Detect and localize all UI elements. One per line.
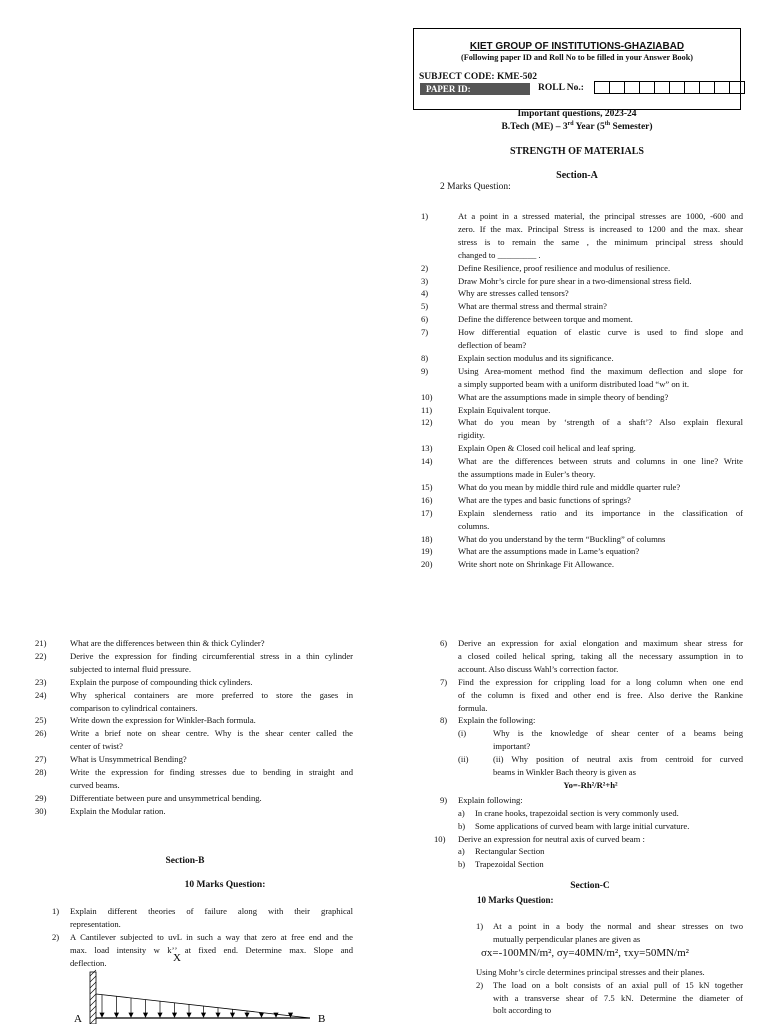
- section-c-heading: Section-C: [570, 881, 610, 891]
- question-number: 14): [421, 456, 433, 467]
- question-number: 26): [35, 728, 47, 739]
- question-text: of the column is fixed and other end is free. Also derive the Rankine: [458, 689, 743, 700]
- load-arrow-head: [231, 1013, 235, 1017]
- section-a-subheading: 2 Marks Question:: [440, 182, 511, 192]
- question-number: 8): [440, 715, 448, 726]
- load-arrow-head: [158, 1013, 162, 1017]
- question-text: a closed coiled helical spring, taking all the necessary assumption in to: [458, 650, 743, 661]
- question-text: deflection.: [70, 957, 107, 968]
- question-number: 12): [421, 417, 433, 428]
- sub-question-text: Some applications of curved beam with large initial curvature.: [475, 820, 690, 831]
- question-text: Explain the Modular ration.: [70, 805, 166, 816]
- load-arrow-head: [115, 1013, 119, 1017]
- question-text: subjected to internal fluid pressure.: [70, 663, 191, 674]
- load-arrow-head: [144, 1013, 148, 1017]
- question-number: 15): [421, 481, 433, 492]
- question-number: 21): [35, 638, 47, 648]
- question-number: 2): [476, 979, 484, 990]
- institution-name: KIET GROUP OF INSTITUTIONS-GHAZIABAD: [469, 41, 685, 52]
- section-c-subheading: 10 Marks Question:: [477, 895, 554, 905]
- question-text: Define the difference between torque and moment.: [458, 314, 633, 325]
- question-number: 1): [421, 211, 429, 221]
- question-text: max. load intensity w kʼʼ at fixed end. Determine max. Slope and: [70, 944, 353, 955]
- question-number: 17): [421, 507, 433, 518]
- question-number: 7): [421, 327, 429, 338]
- question-text: mutually perpendicular planes are given as: [493, 933, 641, 944]
- exam-header-box: [413, 28, 741, 110]
- question-text: What do you mean by middle third rule and middle quarter rule?: [458, 481, 681, 492]
- question-text: changed to _________ .: [458, 249, 541, 260]
- question-number: 27): [35, 754, 47, 765]
- question-text: At a point in a stressed material, the principal stresses are 1000, -600 and: [458, 211, 743, 221]
- sub-question-text: (ii) Why position of neutral axis from centroid for curved: [493, 754, 743, 765]
- load-arrow-head: [100, 1013, 104, 1017]
- load-arrow-head: [202, 1013, 206, 1017]
- question-text: What is Unsymmetrical Bending?: [70, 754, 187, 765]
- question-text: comparison to cylindrical containers.: [70, 702, 198, 713]
- question-text: with a transverse shear of 7.5 kN. Determine the diameter of: [493, 992, 743, 1003]
- header-note: (Following paper ID and Roll No to be filled in your Answer Book): [460, 53, 693, 62]
- question-text: A Cantilever subjected to uvL in such a way that zero at free end and the: [70, 931, 353, 942]
- question-number: 1): [476, 921, 484, 931]
- question-number: 28): [35, 767, 47, 777]
- question-text: a simply supported beam with a uniform distributed load “w” on it.: [458, 378, 690, 389]
- roll-no-label: ROLL No.:: [538, 83, 584, 93]
- figure-label-b: B: [318, 1013, 326, 1024]
- question-text: Why spherical containers are more preferred to store the gases in: [70, 689, 353, 700]
- question-number: 16): [421, 494, 433, 505]
- sub-question-number: b): [458, 859, 466, 870]
- load-arrow-head: [187, 1013, 191, 1017]
- figure-label-x: X: [173, 952, 181, 964]
- question-number: 3): [421, 275, 429, 286]
- title-line2: B.Tech (ME) – 3rd Year (5th Semester): [501, 121, 653, 133]
- sub-question-text: Why is the knowledge of shear center of a beams being: [493, 728, 743, 739]
- question-text: Using Area-moment method find the maximum deflection and slope for: [458, 365, 743, 376]
- stress-formula: σx=-100MN/m², σy=40MN/m², τxy=50MN/m²: [481, 946, 689, 959]
- question-text: What are the differences between struts and columns in one line? Write: [458, 456, 743, 467]
- question-text: Derive an expression for axial elongation and maximum shear stress for: [458, 638, 743, 648]
- sub-question-number: (ii): [458, 754, 469, 765]
- sub-question-text: Trapezoidal Section: [475, 859, 544, 870]
- question-number: 22): [35, 650, 47, 661]
- question-text: Write down the expression for Winkler-Bach formula.: [70, 715, 256, 726]
- question-number: 2): [52, 931, 60, 942]
- question-text: bolt according to: [493, 1005, 552, 1016]
- question-number: 7): [440, 676, 448, 687]
- question-text: representation.: [70, 918, 121, 929]
- question-number: 30): [35, 805, 47, 816]
- question-number: 5): [421, 301, 429, 312]
- question-text: Why are stresses called tensors?: [458, 288, 569, 299]
- question-text: What are the assumptions made in simple theory of bending?: [458, 391, 669, 402]
- question-text: Draw Mohr’s circle for pure shear in a two-dimensional stress field.: [458, 275, 692, 286]
- question-text: How differential equation of elastic curve is used to find slope and: [458, 327, 743, 338]
- section-a-heading: Section-A: [556, 170, 598, 181]
- question-text: What do you understand by the term “Buckling” of columns: [458, 533, 666, 544]
- question-number: 4): [421, 288, 429, 299]
- subject-code: SUBJECT CODE: KME-502: [419, 72, 538, 82]
- question-text: What are the assumptions made in Lame’s equation?: [458, 546, 640, 557]
- neutral-axis-formula: Yo=-Rh²/R²+h²: [563, 779, 618, 790]
- question-text: columns.: [458, 520, 490, 531]
- question-text: Differentiate between pure and unsymmetrical bending.: [70, 792, 262, 803]
- question-number: 9): [440, 794, 448, 805]
- sub-question-number: (i): [458, 728, 467, 739]
- load-arrow-head: [173, 1013, 177, 1017]
- load-arrow-head: [216, 1013, 220, 1017]
- question-text: The load on a bolt consists of an axial pull of 15 kN together: [493, 979, 743, 990]
- question-number: 9): [421, 365, 429, 376]
- question-text: curved beams.: [70, 779, 120, 790]
- title-line1: Important questions, 2023-24: [517, 109, 637, 119]
- load-arrow-head: [129, 1013, 133, 1017]
- question-number: 29): [35, 792, 47, 803]
- question-text: Explain different theories of failure along with their graphical: [70, 906, 353, 916]
- load-arrow-head: [245, 1013, 249, 1017]
- question-number: 23): [35, 676, 47, 687]
- question-text: Explain section modulus and its significance.: [458, 352, 614, 363]
- load-arrow-head: [289, 1013, 293, 1017]
- question-text: Write the expression for finding stresses due to bending in straight and: [70, 767, 353, 777]
- roll-no-boxes: [595, 81, 745, 94]
- question-text: stress is to remain the same , the minimum principal stress should: [458, 236, 743, 247]
- paper-id-label: PAPER ID:: [420, 83, 530, 95]
- question-number: 6): [440, 638, 448, 648]
- question-text: What do you mean by ‘strength of a shaft’? Also explain flexural: [458, 417, 743, 428]
- question-text: Explain Open & Closed coil helical and leaf spring.: [458, 443, 636, 454]
- sub-question-number: a): [458, 846, 465, 857]
- question-text: Explain the following:: [458, 715, 536, 726]
- subject-title: STRENGTH OF MATERIALS: [510, 146, 644, 157]
- question-text: deflection of beam?: [458, 340, 527, 350]
- question-number: 19): [421, 546, 433, 557]
- question-number: 6): [421, 314, 429, 325]
- sub-question-text: important?: [493, 741, 531, 752]
- sub-question-text: Rectangular Section: [475, 846, 545, 857]
- cantilever-figure: [60, 946, 340, 1024]
- sub-question-number: b): [458, 820, 466, 831]
- question-number: 11): [421, 404, 433, 415]
- question-text: account. Also discuss Wahl’s correction factor.: [458, 663, 619, 674]
- sub-question-text: In crane hooks, trapezoidal section is very commonly used.: [475, 807, 679, 818]
- question-text: What are the differences between thin & thick Cylinder?: [70, 638, 265, 648]
- question-text: the assumptions made in Euler’s theory.: [458, 469, 596, 479]
- question-text: Define Resilience, proof resilience and modulus of resilience.: [458, 262, 671, 273]
- section-b-heading: Section-B: [165, 856, 205, 866]
- question-number: 10): [434, 833, 446, 844]
- question-text: Derive the expression for finding circumferential stress in a thin cylinder: [70, 650, 353, 661]
- load-arrow-head: [260, 1013, 264, 1017]
- sub-question-number: a): [458, 807, 465, 818]
- question-number: 18): [421, 533, 433, 544]
- question-text: Find the expression for crippling load for a long column when one end: [458, 676, 743, 687]
- question-text: Write a brief note on shear centre. Why is the shear center called the: [70, 728, 353, 739]
- question-text: Explain following:: [458, 794, 523, 805]
- question-text: formula.: [458, 702, 488, 713]
- question-number: 13): [421, 443, 433, 454]
- section-b-subheading: 10 Marks Question:: [184, 880, 266, 890]
- question-text: Explain Equivalent torque.: [458, 404, 551, 415]
- sub-question-text: beams in Winkler Bach theory is given as: [493, 767, 636, 777]
- question-number: 10): [421, 391, 433, 402]
- question-text: What are thermal stress and thermal strain?: [458, 301, 607, 312]
- load-arrow-head: [274, 1013, 278, 1017]
- question-text: Explain slenderness ratio and its importance in the classification of: [458, 507, 743, 518]
- question-text: Write short note on Shrinkage Fit Allowance.: [458, 559, 614, 570]
- question-text: Derive an expression for neutral axis of curved beam :: [458, 833, 645, 844]
- question-text: Explain the purpose of compounding thick cylinders.: [70, 676, 253, 687]
- question-text: center of twist?: [70, 741, 123, 752]
- figure-label-a: A: [74, 1013, 82, 1024]
- question-text: rigidity.: [458, 430, 485, 441]
- question-number: 1): [52, 906, 60, 916]
- question-number: 25): [35, 715, 47, 726]
- question-text: zero. If the max. Principal Stress is increased to 1200 and the max. shear: [458, 223, 743, 234]
- question-text: What are the types and basic functions of springs?: [458, 494, 631, 505]
- question-number: 20): [421, 559, 433, 570]
- question-text: Using Mohr’s circle determines principal stresses and their planes.: [476, 966, 705, 977]
- question-number: 24): [35, 689, 47, 700]
- question-number: 8): [421, 352, 429, 363]
- question-text: At a point in a body the normal and shear stresses on two: [493, 921, 743, 931]
- question-number: 2): [421, 262, 429, 273]
